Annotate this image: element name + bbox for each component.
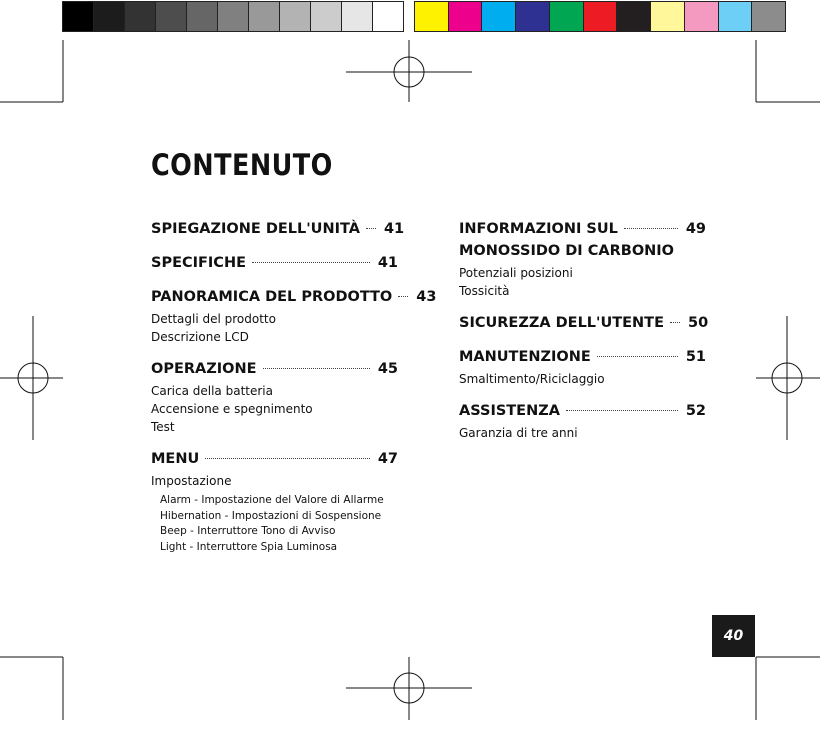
registration-mark-left — [0, 316, 63, 440]
toc-subentry: Dettagli del prodotto — [151, 312, 276, 326]
dot-leader — [205, 458, 370, 459]
toc-entry — [151, 448, 398, 555]
toc-right-column — [459, 218, 709, 454]
toc-entry-page-number: 49 — [685, 221, 706, 237]
toc-entry-heading-row — [151, 448, 398, 470]
toc-subentry: Carica della batteria — [151, 384, 273, 398]
toc-subentry: Tossicità — [459, 284, 510, 298]
toc-entry-heading: ASSISTENZA — [459, 403, 560, 419]
dot-leader — [624, 228, 678, 229]
registration-mark-top — [346, 40, 472, 102]
toc-subsubentry: Light - Interruttore Spia Luminosa — [160, 540, 338, 553]
toc-subentry: Garanzia di tre anni — [459, 426, 578, 440]
dot-leader — [670, 322, 680, 323]
toc-entry — [459, 312, 709, 334]
dot-leader — [263, 368, 370, 369]
toc-entry-heading-row — [459, 218, 706, 240]
dot-leader — [366, 228, 376, 229]
page-title: CONTENUTO — [151, 148, 333, 182]
toc-subentry: Impostazione — [151, 474, 232, 488]
toc-subsubentry: Hibernation - Impostazioni di Sospensione — [160, 509, 382, 522]
toc-entry-heading-row — [151, 286, 437, 308]
toc-entry-heading-row — [459, 400, 706, 422]
toc-entry-page-number: 41 — [383, 221, 405, 237]
toc-entry-heading-line2: MONOSSIDO DI CARBONIO — [459, 243, 675, 259]
toc-subsubentry: Alarm - Impostazione del Valore di Allarme — [160, 494, 384, 506]
toc-entry-heading-row — [151, 358, 398, 380]
toc-entry-page-number: 45 — [377, 361, 398, 377]
toc-entry-heading: INFORMAZIONI SUL — [459, 221, 618, 237]
toc-entry-heading: SICUREZZA DELL'UTENTE — [459, 315, 664, 331]
toc-subentry: Smaltimento/Riciclaggio — [459, 372, 605, 386]
toc-entry-heading-row — [151, 218, 405, 240]
toc-entry-page-number: 41 — [377, 255, 398, 271]
toc-entry-heading: OPERAZIONE — [151, 361, 257, 377]
toc-entry-page-number: 51 — [685, 349, 706, 365]
toc-entry-page-number: 52 — [685, 403, 706, 419]
registration-mark-right — [756, 316, 820, 440]
toc-entry — [459, 400, 706, 442]
toc-entry-heading: MENU — [151, 451, 200, 467]
toc-entry-heading-row — [459, 312, 709, 334]
toc-entry-heading-row — [151, 252, 398, 274]
toc-entry-page-number: 50 — [687, 315, 709, 331]
toc-subentry: Accensione e spegnimento — [151, 402, 313, 416]
toc-entry — [459, 346, 706, 388]
toc-subentry: Potenziali posizioni — [459, 266, 573, 280]
toc-entry — [151, 252, 398, 274]
registration-mark-bottom — [346, 657, 472, 720]
toc-entry-heading: MANUTENZIONE — [459, 349, 591, 365]
toc-entry — [459, 218, 706, 300]
toc-subentry: Descrizione LCD — [151, 330, 249, 344]
dot-leader — [252, 262, 370, 263]
toc-entry-heading-row — [459, 346, 706, 368]
toc-entry-page-number: 43 — [416, 289, 437, 305]
toc-entry-heading: PANORAMICA DEL PRODOTTO — [151, 289, 393, 305]
dot-leader — [566, 410, 678, 411]
dot-leader — [398, 296, 408, 297]
toc-entry-heading: SPECIFICHE — [151, 255, 246, 271]
toc-entry — [151, 358, 398, 436]
toc-entry-page-number: 47 — [377, 451, 398, 467]
toc-subentry: Test — [151, 420, 175, 434]
toc-left-column — [151, 218, 437, 567]
toc-subsubentry: Beep - Interruttore Tono di Avviso — [160, 525, 336, 537]
toc-entry-heading: SPIEGAZIONE DELL'UNITÀ — [151, 221, 360, 237]
page-number-badge: 40 — [712, 615, 755, 657]
toc-entry — [151, 286, 437, 346]
dot-leader — [597, 356, 678, 357]
toc-entry — [151, 218, 405, 240]
